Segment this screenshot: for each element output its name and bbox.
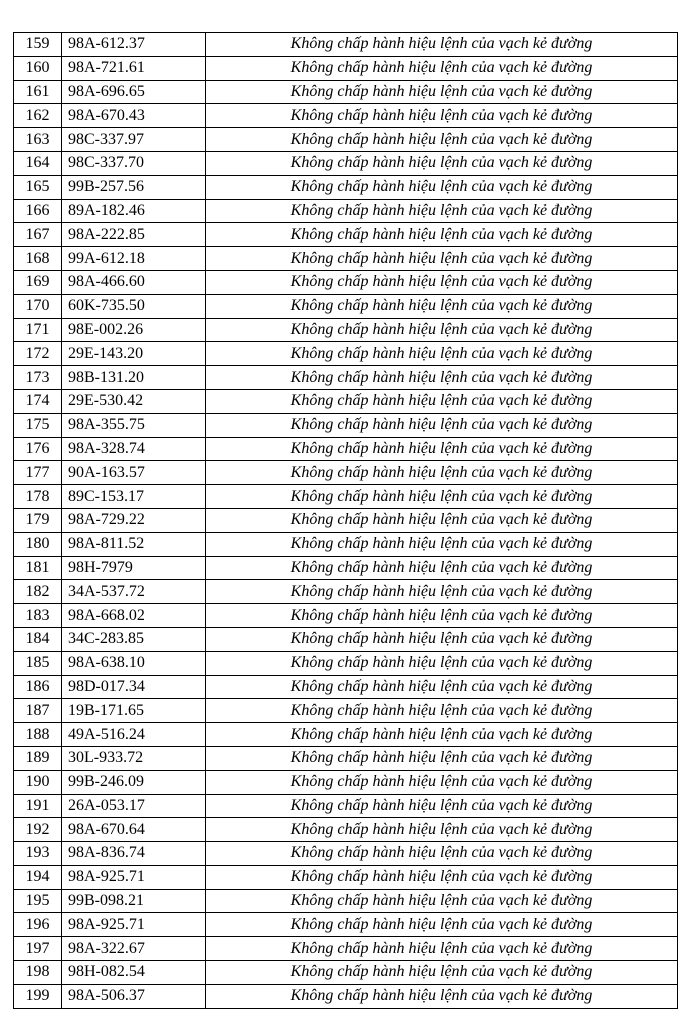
row-number-cell: 171 xyxy=(14,318,62,342)
violation-cell: Không chấp hành hiệu lệnh của vạch kẻ đường xyxy=(206,818,678,842)
violation-cell: Không chấp hành hiệu lệnh của vạch kẻ đường xyxy=(206,33,678,57)
table-row xyxy=(14,604,678,628)
row-number-cell: 186 xyxy=(14,675,62,699)
violation-cell: Không chấp hành hiệu lệnh của vạch kẻ đường xyxy=(206,175,678,199)
table-row xyxy=(14,984,678,1008)
row-number-cell: 174 xyxy=(14,389,62,413)
license-plate-cell: 99B-098.21 xyxy=(62,889,206,913)
license-plate-cell: 98E-002.26 xyxy=(62,318,206,342)
table-row xyxy=(14,818,678,842)
table-row xyxy=(14,937,678,961)
table-row xyxy=(14,104,678,128)
row-number-cell: 185 xyxy=(14,651,62,675)
license-plate-cell: 98A-670.43 xyxy=(62,104,206,128)
violation-cell: Không chấp hành hiệu lệnh của vạch kẻ đường xyxy=(206,56,678,80)
violations-table-body xyxy=(14,33,678,1009)
table-row xyxy=(14,80,678,104)
violation-cell: Không chấp hành hiệu lệnh của vạch kẻ đường xyxy=(206,532,678,556)
row-number-cell: 184 xyxy=(14,627,62,651)
license-plate-cell: 98C-337.70 xyxy=(62,151,206,175)
table-row xyxy=(14,175,678,199)
row-number-cell: 172 xyxy=(14,342,62,366)
violation-cell: Không chấp hành hiệu lệnh của vạch kẻ đường xyxy=(206,913,678,937)
row-number-cell: 193 xyxy=(14,842,62,866)
row-number-cell: 195 xyxy=(14,889,62,913)
violation-cell: Không chấp hành hiệu lệnh của vạch kẻ đường xyxy=(206,128,678,152)
table-row xyxy=(14,223,678,247)
row-number-cell: 164 xyxy=(14,151,62,175)
row-number-cell: 177 xyxy=(14,461,62,485)
license-plate-cell: 98A-925.71 xyxy=(62,913,206,937)
violation-cell: Không chấp hành hiệu lệnh của vạch kẻ đường xyxy=(206,294,678,318)
violation-cell: Không chấp hành hiệu lệnh của vạch kẻ đường xyxy=(206,723,678,747)
row-number-cell: 165 xyxy=(14,175,62,199)
row-number-cell: 188 xyxy=(14,723,62,747)
violation-cell: Không chấp hành hiệu lệnh của vạch kẻ đường xyxy=(206,389,678,413)
table-row xyxy=(14,437,678,461)
violation-cell: Không chấp hành hiệu lệnh của vạch kẻ đường xyxy=(206,770,678,794)
violations-table xyxy=(13,32,678,1009)
row-number-cell: 161 xyxy=(14,80,62,104)
table-row xyxy=(14,270,678,294)
row-number-cell: 175 xyxy=(14,413,62,437)
table-row xyxy=(14,556,678,580)
violation-cell: Không chấp hành hiệu lệnh của vạch kẻ đường xyxy=(206,984,678,1008)
license-plate-cell: 98A-638.10 xyxy=(62,651,206,675)
row-number-cell: 163 xyxy=(14,128,62,152)
table-row xyxy=(14,413,678,437)
table-row xyxy=(14,794,678,818)
violation-cell: Không chấp hành hiệu lệnh của vạch kẻ đường xyxy=(206,889,678,913)
license-plate-cell: 98C-337.97 xyxy=(62,128,206,152)
row-number-cell: 176 xyxy=(14,437,62,461)
table-row xyxy=(14,865,678,889)
license-plate-cell: 98A-811.52 xyxy=(62,532,206,556)
license-plate-cell: 98A-466.60 xyxy=(62,270,206,294)
violation-cell: Không chấp hành hiệu lệnh của vạch kẻ đường xyxy=(206,223,678,247)
violation-cell: Không chấp hành hiệu lệnh của vạch kẻ đường xyxy=(206,651,678,675)
row-number-cell: 162 xyxy=(14,104,62,128)
row-number-cell: 167 xyxy=(14,223,62,247)
license-plate-cell: 99B-257.56 xyxy=(62,175,206,199)
license-plate-cell: 89C-153.17 xyxy=(62,485,206,509)
violation-cell: Không chấp hành hiệu lệnh của vạch kẻ đường xyxy=(206,413,678,437)
row-number-cell: 191 xyxy=(14,794,62,818)
table-row xyxy=(14,461,678,485)
row-number-cell: 166 xyxy=(14,199,62,223)
row-number-cell: 192 xyxy=(14,818,62,842)
license-plate-cell: 90A-163.57 xyxy=(62,461,206,485)
violation-cell: Không chấp hành hiệu lệnh của vạch kẻ đường xyxy=(206,794,678,818)
violation-cell: Không chấp hành hiệu lệnh của vạch kẻ đường xyxy=(206,675,678,699)
license-plate-cell: 98A-925.71 xyxy=(62,865,206,889)
row-number-cell: 197 xyxy=(14,937,62,961)
row-number-cell: 170 xyxy=(14,294,62,318)
license-plate-cell: 98A-506.37 xyxy=(62,984,206,1008)
row-number-cell: 183 xyxy=(14,604,62,628)
violation-cell: Không chấp hành hiệu lệnh của vạch kẻ đường xyxy=(206,627,678,651)
violation-cell: Không chấp hành hiệu lệnh của vạch kẻ đường xyxy=(206,842,678,866)
violation-cell: Không chấp hành hiệu lệnh của vạch kẻ đường xyxy=(206,199,678,223)
row-number-cell: 169 xyxy=(14,270,62,294)
table-row xyxy=(14,56,678,80)
license-plate-cell: 98H-082.54 xyxy=(62,961,206,985)
license-plate-cell: 98A-721.61 xyxy=(62,56,206,80)
row-number-cell: 182 xyxy=(14,580,62,604)
table-row xyxy=(14,318,678,342)
violation-cell: Không chấp hành hiệu lệnh của vạch kẻ đường xyxy=(206,937,678,961)
violation-cell: Không chấp hành hiệu lệnh của vạch kẻ đường xyxy=(206,604,678,628)
row-number-cell: 196 xyxy=(14,913,62,937)
table-row xyxy=(14,746,678,770)
violation-cell: Không chấp hành hiệu lệnh của vạch kẻ đường xyxy=(206,342,678,366)
row-number-cell: 159 xyxy=(14,33,62,57)
violation-cell: Không chấp hành hiệu lệnh của vạch kẻ đường xyxy=(206,485,678,509)
table-row xyxy=(14,199,678,223)
table-row xyxy=(14,151,678,175)
table-row xyxy=(14,651,678,675)
table-row xyxy=(14,723,678,747)
table-row xyxy=(14,247,678,271)
violation-cell: Không chấp hành hiệu lệnh của vạch kẻ đường xyxy=(206,556,678,580)
violation-cell: Không chấp hành hiệu lệnh của vạch kẻ đường xyxy=(206,104,678,128)
table-row xyxy=(14,675,678,699)
table-row xyxy=(14,294,678,318)
row-number-cell: 194 xyxy=(14,865,62,889)
license-plate-cell: 89A-182.46 xyxy=(62,199,206,223)
violation-cell: Không chấp hành hiệu lệnh của vạch kẻ đường xyxy=(206,270,678,294)
table-row xyxy=(14,913,678,937)
violation-cell: Không chấp hành hiệu lệnh của vạch kẻ đường xyxy=(206,80,678,104)
license-plate-cell: 98A-836.74 xyxy=(62,842,206,866)
violation-cell: Không chấp hành hiệu lệnh của vạch kẻ đường xyxy=(206,961,678,985)
license-plate-cell: 29E-143.20 xyxy=(62,342,206,366)
row-number-cell: 178 xyxy=(14,485,62,509)
violation-cell: Không chấp hành hiệu lệnh của vạch kẻ đường xyxy=(206,580,678,604)
license-plate-cell: 98A-328.74 xyxy=(62,437,206,461)
license-plate-cell: 98H-7979 xyxy=(62,556,206,580)
license-plate-cell: 34A-537.72 xyxy=(62,580,206,604)
row-number-cell: 179 xyxy=(14,508,62,532)
license-plate-cell: 98B-131.20 xyxy=(62,366,206,390)
row-number-cell: 160 xyxy=(14,56,62,80)
table-row xyxy=(14,389,678,413)
violation-cell: Không chấp hành hiệu lệnh của vạch kẻ đường xyxy=(206,318,678,342)
table-row xyxy=(14,842,678,866)
row-number-cell: 187 xyxy=(14,699,62,723)
row-number-cell: 199 xyxy=(14,984,62,1008)
violation-cell: Không chấp hành hiệu lệnh của vạch kẻ đường xyxy=(206,151,678,175)
license-plate-cell: 98A-612.37 xyxy=(62,33,206,57)
table-row xyxy=(14,485,678,509)
table-row xyxy=(14,342,678,366)
license-plate-cell: 98A-696.65 xyxy=(62,80,206,104)
license-plate-cell: 26A-053.17 xyxy=(62,794,206,818)
row-number-cell: 198 xyxy=(14,961,62,985)
license-plate-cell: 30L-933.72 xyxy=(62,746,206,770)
violation-cell: Không chấp hành hiệu lệnh của vạch kẻ đường xyxy=(206,437,678,461)
license-plate-cell: 19B-171.65 xyxy=(62,699,206,723)
violation-cell: Không chấp hành hiệu lệnh của vạch kẻ đường xyxy=(206,508,678,532)
license-plate-cell: 60K-735.50 xyxy=(62,294,206,318)
table-row xyxy=(14,532,678,556)
violation-cell: Không chấp hành hiệu lệnh của vạch kẻ đường xyxy=(206,366,678,390)
license-plate-cell: 49A-516.24 xyxy=(62,723,206,747)
table-row xyxy=(14,128,678,152)
table-row xyxy=(14,508,678,532)
table-row xyxy=(14,699,678,723)
license-plate-cell: 98A-668.02 xyxy=(62,604,206,628)
license-plate-cell: 34C-283.85 xyxy=(62,627,206,651)
license-plate-cell: 99B-246.09 xyxy=(62,770,206,794)
row-number-cell: 190 xyxy=(14,770,62,794)
table-row xyxy=(14,627,678,651)
table-row xyxy=(14,889,678,913)
license-plate-cell: 98A-729.22 xyxy=(62,508,206,532)
row-number-cell: 181 xyxy=(14,556,62,580)
table-row xyxy=(14,366,678,390)
license-plate-cell: 99A-612.18 xyxy=(62,247,206,271)
license-plate-cell: 98A-222.85 xyxy=(62,223,206,247)
table-row xyxy=(14,33,678,57)
violation-cell: Không chấp hành hiệu lệnh của vạch kẻ đường xyxy=(206,461,678,485)
row-number-cell: 189 xyxy=(14,746,62,770)
license-plate-cell: 98D-017.34 xyxy=(62,675,206,699)
violation-cell: Không chấp hành hiệu lệnh của vạch kẻ đường xyxy=(206,699,678,723)
row-number-cell: 173 xyxy=(14,366,62,390)
table-row xyxy=(14,961,678,985)
row-number-cell: 180 xyxy=(14,532,62,556)
table-row xyxy=(14,580,678,604)
license-plate-cell: 98A-355.75 xyxy=(62,413,206,437)
violation-cell: Không chấp hành hiệu lệnh của vạch kẻ đường xyxy=(206,247,678,271)
table-row xyxy=(14,770,678,794)
violation-cell: Không chấp hành hiệu lệnh của vạch kẻ đường xyxy=(206,865,678,889)
license-plate-cell: 98A-322.67 xyxy=(62,937,206,961)
license-plate-cell: 29E-530.42 xyxy=(62,389,206,413)
violation-cell: Không chấp hành hiệu lệnh của vạch kẻ đường xyxy=(206,746,678,770)
license-plate-cell: 98A-670.64 xyxy=(62,818,206,842)
row-number-cell: 168 xyxy=(14,247,62,271)
